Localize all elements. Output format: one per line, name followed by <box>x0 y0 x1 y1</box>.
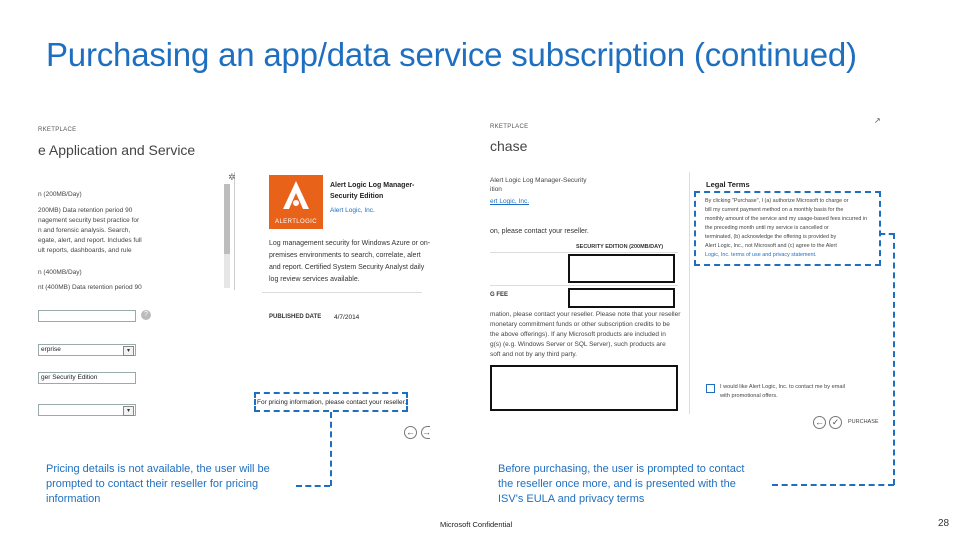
connector-line <box>772 484 894 486</box>
left-callout-text: prompted to contact their reseller for pricing <box>46 478 259 490</box>
check-icon[interactable] <box>829 416 842 429</box>
right-eyebrow: RKETPLACE <box>490 124 529 130</box>
legal-text: Alert Logic, Inc., not Microsoft and (c) agree to the Alert <box>705 243 837 249</box>
edition-label: SECURITY EDITION (200MB/DAY) <box>576 244 664 250</box>
purchase-button-label[interactable]: PURCHASE <box>848 419 879 425</box>
check-glyph: ✓ <box>831 417 840 427</box>
left-callout-text: Pricing details is not available, the user will be <box>46 463 270 475</box>
back-arrow-icon[interactable] <box>813 416 826 429</box>
right-callout-text: Before purchasing, the user is prompted to contact <box>498 463 745 475</box>
left-eyebrow: RKETPLACE <box>38 127 77 133</box>
connector-line <box>893 233 895 485</box>
right-callout-text: ISV's EULA and privacy terms <box>498 493 645 505</box>
right-page-heading: chase <box>490 138 528 154</box>
redacted-box <box>568 288 675 308</box>
expand-glyph: ↗ <box>874 116 881 125</box>
plan-list[interactable] <box>38 172 235 290</box>
app-description: log review services available. <box>269 276 360 283</box>
connector-line <box>330 412 332 486</box>
panel-divider <box>689 172 690 414</box>
plan-desc: nt (400MB) Data retention period 90 <box>38 284 142 291</box>
edition-field[interactable] <box>38 372 136 384</box>
left-page-heading: e Application and Service <box>38 142 196 158</box>
app-description: and report. Certified System Security Analyst daily <box>269 264 425 271</box>
fine-print: the above offerings). If any Microsoft products are included in <box>490 331 666 338</box>
left-callout-text: information <box>46 493 101 505</box>
expand-icon[interactable] <box>874 116 881 125</box>
region-select[interactable] <box>38 404 136 416</box>
divider <box>262 292 422 293</box>
contact-note: on, please contact your reseller. <box>490 228 589 235</box>
chevron-down-icon[interactable]: ▾ <box>123 346 134 356</box>
back-arrow-icon[interactable] <box>404 426 417 439</box>
connector-line <box>296 485 330 487</box>
app-line: Alert Logic Log Manager-Security <box>490 177 587 184</box>
legal-text: the preceding month until my service is cancelled or <box>705 225 829 231</box>
plan-desc: ult reports, dashboards, and rule <box>38 247 132 254</box>
plan-type-select[interactable] <box>38 344 136 356</box>
alert-logic-logo <box>269 175 323 229</box>
legal-terms-title: Legal Terms <box>706 180 750 189</box>
legal-text: By clicking "Purchase", I (a) authorize Microsoft to charge or <box>705 198 849 204</box>
help-icon-glyph: ? <box>144 311 148 318</box>
plan-desc: nagement security best practice for <box>38 217 140 224</box>
plan-desc: 200MB) Data retention period 90 <box>38 207 133 214</box>
page-number: 28 <box>938 518 950 529</box>
legal-text: terminated, (b) acknowledge the offering is provided by <box>705 234 837 240</box>
fine-print: mation, please contact your reseller. Please note that your reseller <box>490 311 681 318</box>
connector-line <box>880 233 894 235</box>
scrollbar[interactable] <box>224 184 230 288</box>
back-glyph: ← <box>406 427 415 437</box>
redacted-box <box>568 254 675 283</box>
fine-print: soft and not by any third party. <box>490 351 577 358</box>
plan-name[interactable]: n (200MB/Day) <box>38 191 82 198</box>
divider <box>490 285 678 286</box>
help-icon[interactable] <box>141 310 151 320</box>
redacted-box <box>490 365 678 411</box>
checkbox-label[interactable]: I would like Alert Logic, Inc. to contact me by email <box>720 384 845 390</box>
promo-checkbox[interactable] <box>706 384 715 393</box>
logo-text: ALERTLOGIC <box>275 219 317 225</box>
legal-text: monthly amount of the service and my usage-based fees incurred in <box>705 216 868 222</box>
right-callout-text: the reseller once more, and is presented with the <box>498 478 736 490</box>
back-glyph: ← <box>815 417 824 427</box>
fine-print: monetary commitment funds or other subscription credits to be <box>490 321 670 328</box>
pricing-note: For pricing information, please contact your reseller. <box>257 399 407 406</box>
app-name: Alert Logic Log Manager- <box>330 182 415 189</box>
settings-icon[interactable]: ✲ <box>228 172 236 182</box>
app-description: Log management security for Windows Azure or on- <box>269 240 431 247</box>
divider <box>490 252 678 253</box>
app-name: Security Edition <box>330 193 384 200</box>
next-glyph: → <box>422 427 431 437</box>
alert-logic-mark-icon <box>269 175 323 219</box>
plan-desc: egate, alert, and report. Includes full <box>38 237 142 244</box>
fee-label: G FEE <box>490 292 509 298</box>
app-description: premises environments to search, correlate, alert <box>269 252 421 259</box>
publisher-link[interactable]: ert Logic, Inc. <box>490 198 530 205</box>
slide-title: Purchasing an app/data service subscription (continued) <box>46 36 857 73</box>
fine-print: g(s) (e.g. Windows Server or SQL Server), such products are <box>490 341 666 348</box>
footer-confidential: Microsoft Confidential <box>440 520 513 529</box>
legal-text: bill my current payment method on a monthly basis for the <box>705 207 844 213</box>
plan-desc: n and forensic analysis. Search, <box>38 227 131 234</box>
chevron-down-icon[interactable]: ▾ <box>123 406 134 416</box>
form-field[interactable] <box>38 310 136 322</box>
field-value: erprise <box>41 346 61 353</box>
next-arrow-icon[interactable] <box>421 426 430 439</box>
published-label: PUBLISHED DATE <box>269 314 322 320</box>
published-date: 4/7/2014 <box>334 314 360 321</box>
plan-name[interactable]: n (400MB/Day) <box>38 269 82 276</box>
publisher-link[interactable]: Alert Logic, Inc. <box>330 207 375 214</box>
app-line: ition <box>490 186 502 193</box>
field-value: ger Security Edition <box>41 374 98 381</box>
legal-text[interactable]: Logic, Inc. terms of use and privacy statement. <box>705 252 817 258</box>
checkbox-label[interactable]: with promotional offers. <box>720 393 778 399</box>
